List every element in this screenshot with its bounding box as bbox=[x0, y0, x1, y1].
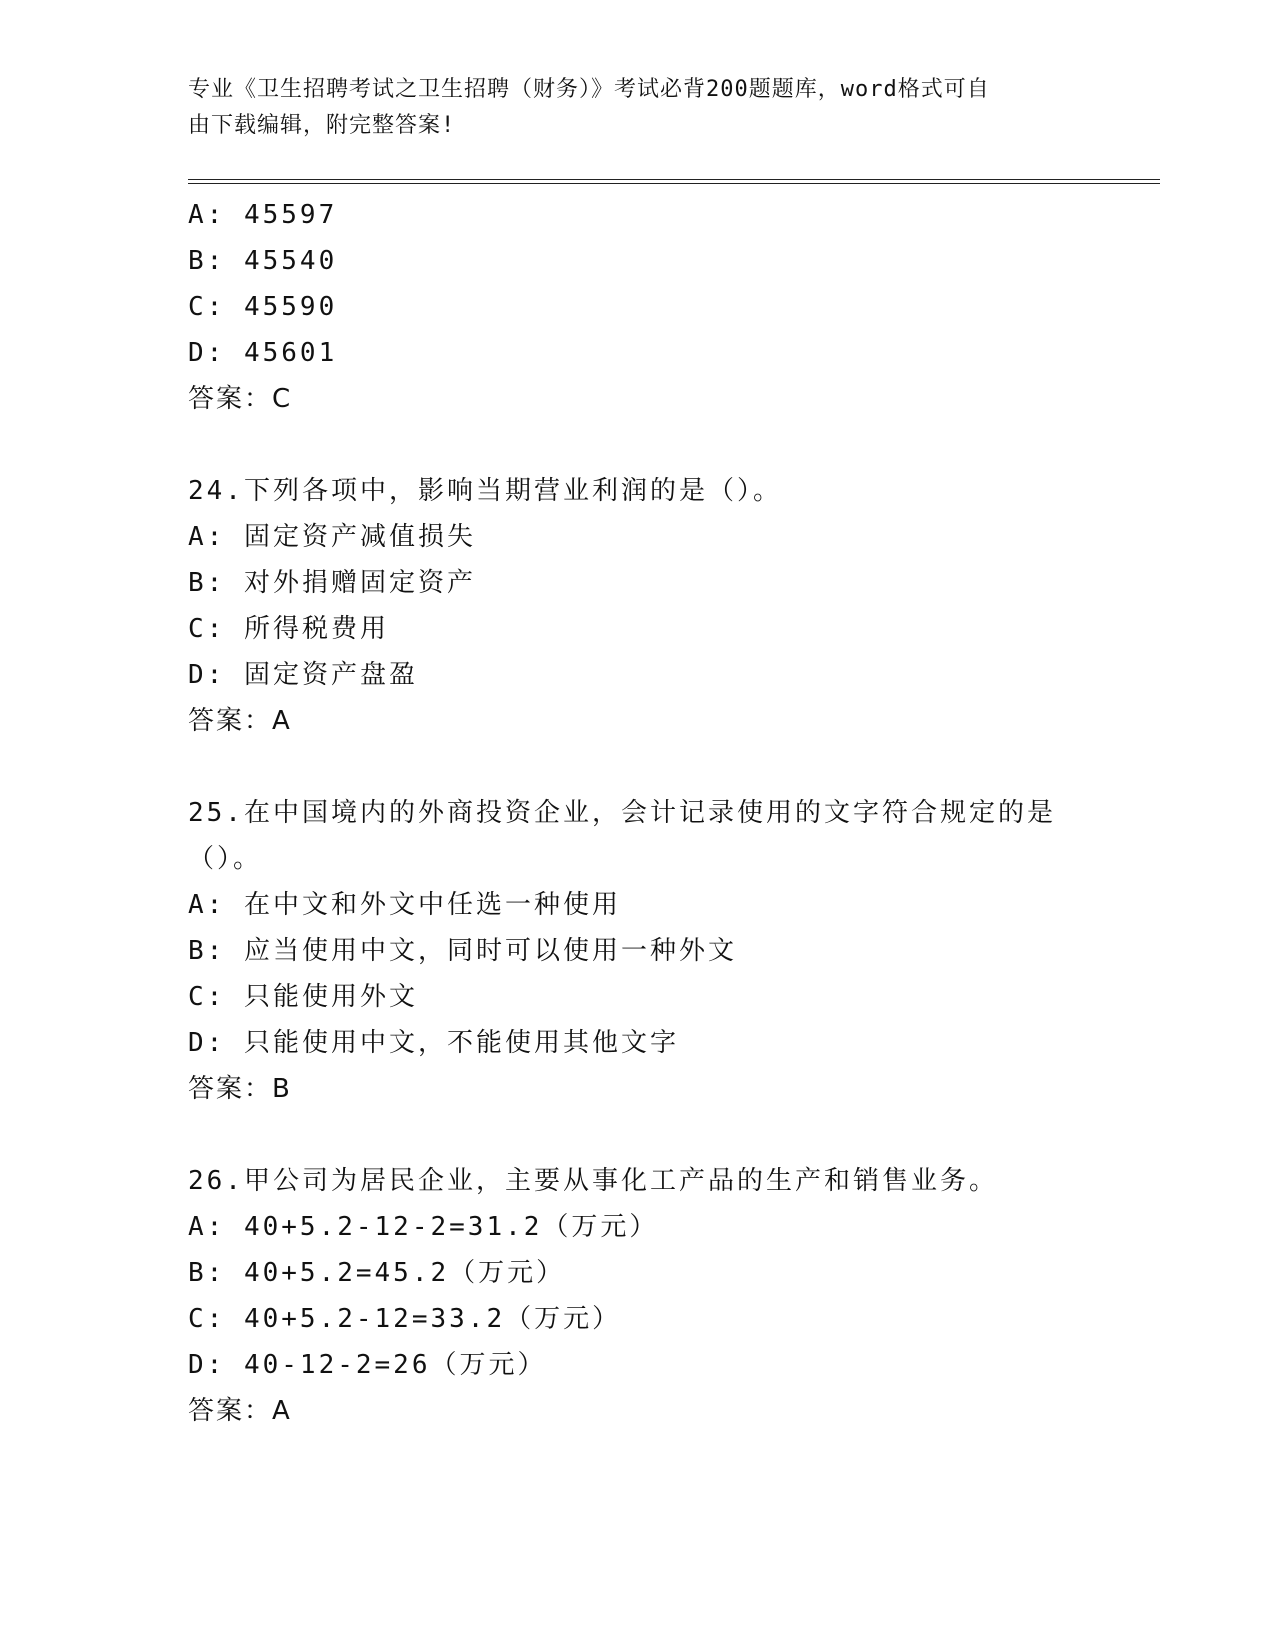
option-b: B: 对外捐赠固定资产 bbox=[188, 568, 476, 598]
option-c: C: 45590 bbox=[188, 292, 338, 322]
header-divider-top bbox=[188, 179, 1160, 180]
document-header bbox=[188, 72, 1088, 144]
option-b: B: 应当使用中文，同时可以使用一种外文 bbox=[188, 936, 737, 966]
question-list bbox=[188, 192, 1088, 1434]
option-a: A: 在中文和外文中任选一种使用 bbox=[188, 890, 621, 920]
option-a: A: 40+5.2-12-2=31.2（万元） bbox=[188, 1212, 659, 1242]
option-c: C: 40+5.2-12=33.2（万元） bbox=[188, 1304, 622, 1334]
header-line-2: 由下载编辑，附完整答案! bbox=[188, 113, 456, 138]
answer-line: 答案：A bbox=[188, 1396, 292, 1426]
option-a: A: 45597 bbox=[188, 200, 338, 230]
header-line-1: 专业《卫生招聘考试之卫生招聘（财务）》考试必背200题题库，word格式可自 bbox=[188, 77, 990, 102]
option-b: B: 45540 bbox=[188, 246, 338, 276]
answer-line: 答案：B bbox=[188, 1074, 292, 1104]
spacer bbox=[188, 422, 1088, 468]
question-block-26 bbox=[188, 1158, 1088, 1434]
option-d: D: 40-12-2=26（万元） bbox=[188, 1350, 547, 1380]
spacer bbox=[188, 1112, 1088, 1158]
option-d: D: 45601 bbox=[188, 338, 338, 368]
option-c: C: 只能使用外文 bbox=[188, 982, 418, 1012]
answer-line: 答案：C bbox=[188, 384, 293, 414]
question-text: 25.在中国境内的外商投资企业，会计记录使用的文字符合规定的是（）。 bbox=[188, 798, 1056, 874]
option-d: D: 只能使用中文，不能使用其他文字 bbox=[188, 1028, 679, 1058]
answer-line: 答案：A bbox=[188, 706, 292, 736]
header-divider-bottom bbox=[188, 183, 1160, 184]
question-block-24 bbox=[188, 468, 1088, 744]
option-d: D: 固定资产盘盈 bbox=[188, 660, 418, 690]
option-c: C: 所得税费用 bbox=[188, 614, 389, 644]
question-text: 26.甲公司为居民企业，主要从事化工产品的生产和销售业务。 bbox=[188, 1166, 998, 1196]
option-b: B: 40+5.2=45.2（万元） bbox=[188, 1258, 566, 1288]
question-block-prev bbox=[188, 192, 1088, 422]
question-block-25 bbox=[188, 790, 1088, 1112]
question-text: 24.下列各项中，影响当期营业利润的是（）。 bbox=[188, 476, 782, 506]
spacer bbox=[188, 744, 1088, 790]
option-a: A: 固定资产减值损失 bbox=[188, 522, 476, 552]
